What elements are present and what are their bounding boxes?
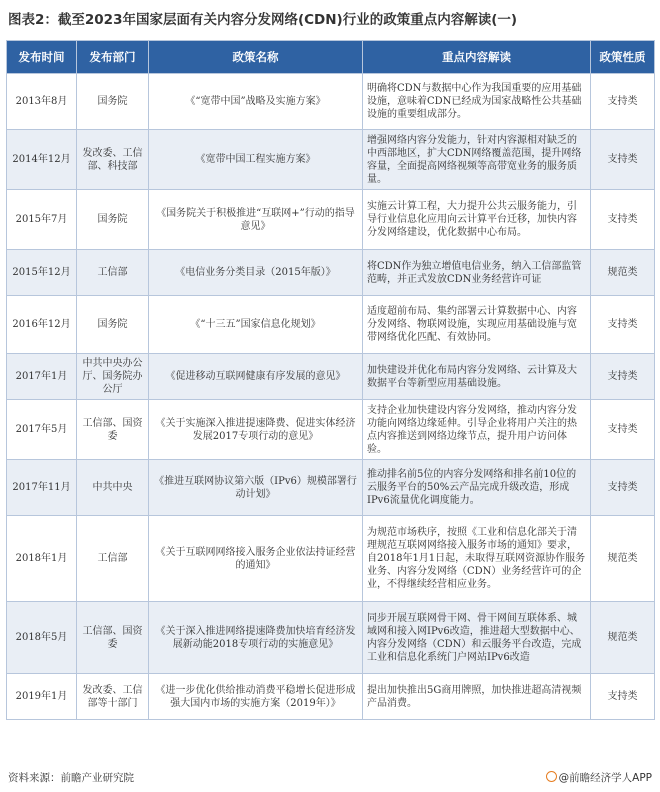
cell-date: 2017年11月 bbox=[7, 460, 77, 516]
cell-policy-name: 《进一步优化供给推动消费平稳增长促进形成强大国内市场的实施方案（2019年）》 bbox=[149, 674, 363, 720]
header-row bbox=[7, 41, 655, 74]
cell-policy-name: 《国务院关于积极推进“互联网+”行动的指导意见》 bbox=[149, 190, 363, 250]
cell-date: 2013年8月 bbox=[7, 74, 77, 130]
cell-content: 加快建设并优化布局内容分发网络、云计算及大数据平台等新型应用基础设施。 bbox=[363, 354, 591, 400]
table-row bbox=[7, 516, 655, 602]
cell-type: 支持类 bbox=[591, 400, 655, 460]
table-row bbox=[7, 602, 655, 674]
cell-policy-name: 《关于实施深入推进提速降费、促进实体经济发展2017专项行动的意见》 bbox=[149, 400, 363, 460]
cell-type: 支持类 bbox=[591, 354, 655, 400]
table-row bbox=[7, 130, 655, 190]
cell-dept: 国务院 bbox=[77, 190, 149, 250]
cell-dept: 中共中央 bbox=[77, 460, 149, 516]
cell-policy-name: 《关于互联网网络接入服务企业依法持证经营的通知》 bbox=[149, 516, 363, 602]
cell-policy-name: 《关于深入推进网络提速降费加快培育经济发展新动能2018专项行动的实施意见》 bbox=[149, 602, 363, 674]
cell-type: 支持类 bbox=[591, 296, 655, 354]
header-policy-name: 政策名称 bbox=[149, 41, 363, 74]
table-row bbox=[7, 674, 655, 720]
cell-dept: 国务院 bbox=[77, 74, 149, 130]
footer bbox=[8, 770, 652, 788]
table-row bbox=[7, 296, 655, 354]
header-type: 政策性质 bbox=[591, 41, 655, 74]
table-row bbox=[7, 354, 655, 400]
cell-policy-name: 《电信业务分类目录（2015年版）》 bbox=[149, 250, 363, 296]
cell-content: 明确将CDN与数据中心作为我国重要的应用基础设施，意味着CDN已经成为国家战略性公共基础设施的重要组成部分。 bbox=[363, 74, 591, 130]
cell-content: 推动排名前5位的内容分发网络和排名前10位的云服务平台的50%云产品完成升级改造，形成IPv6流量优化调度能力。 bbox=[363, 460, 591, 516]
header-date: 发布时间 bbox=[7, 41, 77, 74]
cell-type: 支持类 bbox=[591, 674, 655, 720]
header-dept: 发布部门 bbox=[77, 41, 149, 74]
header-content: 重点内容解读 bbox=[363, 41, 591, 74]
cell-policy-name: 《促进移动互联网健康有序发展的意见》 bbox=[149, 354, 363, 400]
cell-date: 2016年12月 bbox=[7, 296, 77, 354]
cell-content: 适度超前布局、集约部署云计算数据中心、内容分发网络、物联网设施，实现应用基础设施与宽带网络优化匹配、有效协同。 bbox=[363, 296, 591, 354]
cell-dept: 工信部、国资委 bbox=[77, 400, 149, 460]
cell-content: 提出加快推出5G商用牌照，加快推进超高清视频产品消费。 bbox=[363, 674, 591, 720]
cell-content: 增强网络内容分发能力，针对内容源相对缺乏的中西部地区，扩大CDN网络覆盖范围，提升网络容量，全面提高网络视频等高带宽业务的服务质量。 bbox=[363, 130, 591, 190]
brand-text: @前瞻经济学人APP bbox=[558, 772, 652, 784]
cell-dept: 发改委、工信部、科技部 bbox=[77, 130, 149, 190]
cell-date: 2014年12月 bbox=[7, 130, 77, 190]
cell-dept: 工信部、国资委 bbox=[77, 602, 149, 674]
cell-type: 支持类 bbox=[591, 460, 655, 516]
table-row bbox=[7, 400, 655, 460]
cell-date: 2018年5月 bbox=[7, 602, 77, 674]
cell-dept: 中共中央办公厅、国务院办公厅 bbox=[77, 354, 149, 400]
source-note: 资料来源：前瞻产业研究院 bbox=[8, 772, 134, 784]
cell-date: 2015年12月 bbox=[7, 250, 77, 296]
cell-type: 支持类 bbox=[591, 190, 655, 250]
policy-table bbox=[6, 40, 655, 720]
table-row bbox=[7, 460, 655, 516]
cell-type: 规范类 bbox=[591, 250, 655, 296]
table-row bbox=[7, 190, 655, 250]
cell-content: 实施云计算工程，大力提升公共云服务能力，引导行业信息化应用向云计算平台迁移，加快内容分发网络建设，优化数据中心布局。 bbox=[363, 190, 591, 250]
cell-content: 支持企业加快建设内容分发网络，推动内容分发功能向网络边缘延伸。引导企业将用户关注的热点内容推送到网络边缘节点，提升用户访问体验。 bbox=[363, 400, 591, 460]
cell-date: 2015年7月 bbox=[7, 190, 77, 250]
cell-content: 同步开展互联网骨干网、骨干网间互联体系、城域网和接入网IPv6改造，推进超大型数据中心、内容分发网络（CDN）和云服务平台改造，完成工业和信息化系统门户网站IPv6改造 bbox=[363, 602, 591, 674]
cell-policy-name: 《“十三五”国家信息化规划》 bbox=[149, 296, 363, 354]
cell-policy-name: 《宽带中国工程实施方案》 bbox=[149, 130, 363, 190]
cell-date: 2018年1月 bbox=[7, 516, 77, 602]
cell-date: 2017年1月 bbox=[7, 354, 77, 400]
cell-type: 规范类 bbox=[591, 516, 655, 602]
cell-date: 2017年5月 bbox=[7, 400, 77, 460]
table-row bbox=[7, 74, 655, 130]
cell-policy-name: 《推进互联网协议第六版（IPv6）规模部署行动计划》 bbox=[149, 460, 363, 516]
table-row bbox=[7, 250, 655, 296]
cell-dept: 工信部 bbox=[77, 250, 149, 296]
cell-type: 支持类 bbox=[591, 74, 655, 130]
cell-dept: 发改委、工信部等十部门 bbox=[77, 674, 149, 720]
cell-type: 规范类 bbox=[591, 602, 655, 674]
brand-logo-icon bbox=[546, 771, 557, 782]
cell-type: 支持类 bbox=[591, 130, 655, 190]
cell-dept: 国务院 bbox=[77, 296, 149, 354]
cell-dept: 工信部 bbox=[77, 516, 149, 602]
cell-content: 为规范市场秩序，按照《工业和信息化部关于清理规范互联网网络接入服务市场的通知》要求，自2018年1月1日起，未取得互联网资源协作服务业务、内容分发网络（CDN）业务经营许可的企业，不得继续经营相应业务。 bbox=[363, 516, 591, 602]
cell-date: 2019年1月 bbox=[7, 674, 77, 720]
chart-title: 图表2：截至2023年国家层面有关内容分发网络(CDN)行业的政策重点内容解读(一) bbox=[8, 12, 518, 28]
cell-content: 将CDN作为独立增值电信业务，纳入工信部监管范畴，并正式发放CDN业务经营许可证 bbox=[363, 250, 591, 296]
brand-credit bbox=[546, 770, 652, 785]
cell-policy-name: 《“宽带中国”战略及实施方案》 bbox=[149, 74, 363, 130]
